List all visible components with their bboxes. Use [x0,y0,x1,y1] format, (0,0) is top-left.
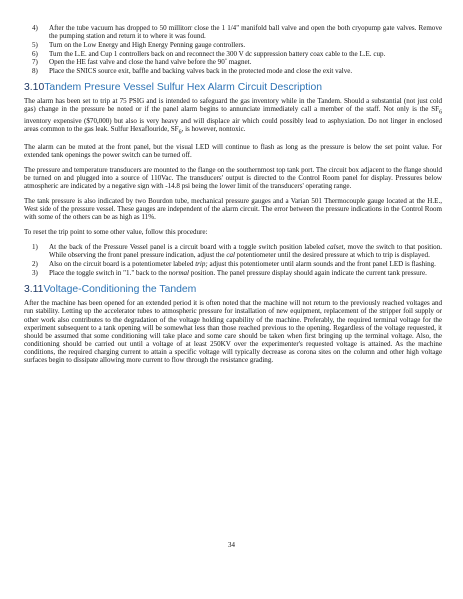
list-item: 4) After the tube vacuum has dropped to 50 millitorr close the 1 1/4" manifold ball valve and open the both cryopump gate valves. Remove the pumping station and return it to where it was found. [32,24,442,41]
list-item: 6) Turn the L.E. and Cup 1 controllers back on and reconnect the 300 V dc suppression battery coax cable to the L.E. cup. [32,49,386,58]
list-item: 3) Place the toggle switch in "1." back to the normal position. The panel pressure display should again indicate the current tank pressure. [32,269,427,278]
page-content [24,24,442,371]
paragraph-reset-intro: To reset the trip point to some other value, follow this procedure: [24,228,208,236]
list-item: 1) At the back of the Pressure Vessel panel is a circuit board with a toggle switch position labeled calset, move the switch to that position. While observing the front panel pressure indication, adjust the cal potentiometer until the desired pressure at which to trip is displayed. [32,242,442,259]
paragraph-bourdon-gauges: The tank pressure is also indicated by two Bourdon tube, mechanical pressure gauges and a Varian 501 Thermocouple gauge located at the H.E., West side of the pressure vessel. These gauges are independent of the alarm circuit. The error between the pressure indications in the Control Room with some of the others can be as high as 11%. [24,197,442,222]
page-number: 34 [228,541,235,549]
paragraph-alarm-mute: The alarm can be muted at the front panel, but the visual LED will continue to flash as long as the pressure is below the set point value. For extended tank openings the power switch can be turned off. [24,143,442,160]
section-heading-3-11: 3.11Voltage-Conditioning the Tandem [24,284,197,296]
paragraph-voltage-conditioning: After the machine has been opened for an extended period it is often noted that the machine will not return to the previously reached voltages and run stability. Letting up the accelerator tubes to atmospheric pressure for installation of new equipment, replacement of the stripper foil supply or other work also contributes to the degradation of the voltage holding capability of the machine. Preferably, the required terminal voltage for the experiment subsequent to a tank opening will be somewhat less than those reached previous to the opening. Regardless of the voltage requested, it should be assumed that some conditioning will take place and some care should be taken when first bringing up the terminal voltage. Also, the conditioning should be carried out until a voltage of at least 250KV over the experimenter's requested voltage is attained. As the machine conditions, the required charging current to attain a specific voltage will typically decrease as corona sites on the column and other high voltage surfaces begin to dissipate allowing more current to flow through the resistance grading. [24,299,442,365]
list-item: 7) Open the HE fast valve and close the hand valve before the 90˚ magnet. [32,58,252,67]
reset-procedure-list [24,243,442,278]
list-item: 8) Place the SNICS source exit, baffle and backing valves back in the protected mode and close the exit valve. [32,67,353,76]
list-item: 2) Also on the circuit board is a potentiometer labeled trip; adjust this potentiometer until alarm sounds and the front panel LED is flashing. [32,259,436,268]
list-item: 5) Turn on the Low Energy and High Energy Penning gauge controllers. [32,40,246,49]
section-heading-3-10: 3.10Tandem Presure Vessel Sulfur Hex Alarm Circuit Description [24,82,322,94]
paragraph-transducers: The pressure and temperature transducers are mounted to the flange on the southernmost top tank port. The circuit box adjacent to the flange should be turned on and plugged into a source of 110Vac. The transducers' output is directed to the Control Room panel for display. Pressures below atmospheric are indicated by a negative sign with -14.8 psi being the lower limit of the transducers' operating range. [24,166,442,191]
paragraph-alarm-setpoint: The alarm has been set to trip at 75 PSIG and is intended to safeguard the gas inventory while in the Tandem. Should a substantial (not just cold gas) change in the pressure be noted or if the panel alarm begins to annunciate immediately call a member of the staff. Not only is the $SF_6$ inventory expensive ($70,000) but also is very heavy and will displace air which could possibly lead to asphyxiation. Do not linger in enclosed areas common to the gas leak. Sulfur Hexaflouride, $SF_6$, is however, nontoxic. [24,97,442,136]
procedure-list-continued [24,24,442,75]
